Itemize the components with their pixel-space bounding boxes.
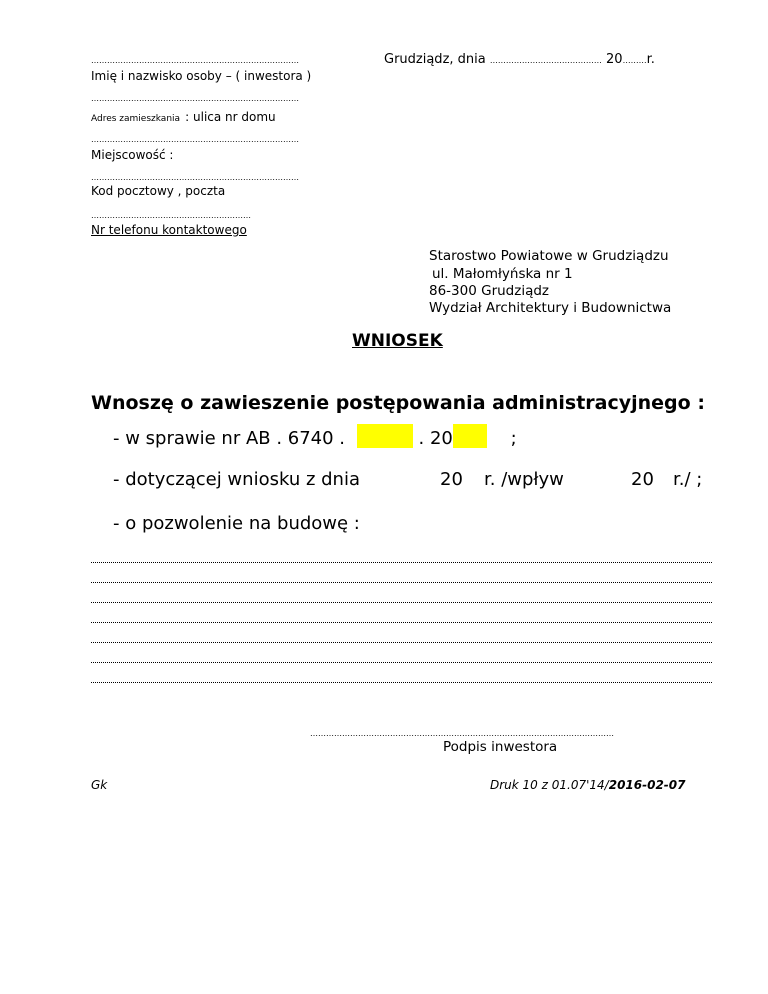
document-title: WNIOSEK [352, 331, 443, 351]
item-case-number [113, 424, 517, 449]
writing-line[interactable] [91, 680, 712, 683]
city-dots: …………………………………………………………………… [91, 135, 299, 144]
recipient-line-1: Starostwo Powiatowe w Grudziądzu [429, 248, 669, 264]
phone-label: Nr telefonu kontaktowego [91, 223, 247, 237]
address-label-rest: : ulica nr domu [185, 110, 276, 124]
writing-line[interactable] [91, 660, 712, 663]
case-year-field[interactable] [453, 424, 487, 448]
place-date [384, 52, 655, 67]
item1-end: ; [510, 428, 517, 449]
date-dots: …………………………………… [489, 56, 602, 65]
address-label-small: Adres zamieszkania [91, 114, 181, 124]
footer-right-prefix: Druk 10 z 01.07'14/ [490, 778, 609, 792]
recipient-line-3: 86-300 Grudziądz [429, 283, 550, 299]
footer-right-date: 2016-02-07 [608, 778, 686, 792]
writing-line[interactable] [91, 600, 712, 603]
year-suffix: r. [646, 52, 655, 67]
recipient-line-2: ul. Małomłyńska nr 1 [432, 266, 573, 282]
writing-line[interactable] [91, 580, 712, 583]
item3: - o pozwolenie na budowę : [113, 513, 360, 534]
writing-line[interactable] [91, 640, 712, 643]
recipient-line-4: Wydział Architektury i Budownictwa [429, 300, 672, 316]
writing-line[interactable] [91, 620, 712, 623]
name-label: Imię i nazwisko osoby – ( inwestora ) [91, 69, 312, 83]
case-number-field[interactable] [357, 424, 413, 448]
signature-dots: …………………………………………………………………………………………………… [310, 729, 614, 738]
address-label [91, 106, 276, 125]
phone-dots: …………………………………………………… [91, 211, 251, 220]
writing-line[interactable] [91, 560, 712, 563]
year-dots: ……… [622, 56, 647, 65]
name-dots: …………………………………………………………………… [91, 56, 299, 65]
item1-prefix: - w sprawie nr AB . 6740 . [113, 428, 346, 449]
footer-right [490, 778, 685, 792]
postal-label: Kod pocztowy , poczta [91, 184, 226, 198]
footer-left: Gk [91, 778, 108, 792]
postal-dots: …………………………………………………………………… [91, 173, 299, 182]
item1-mid: . 20 [418, 428, 453, 449]
place-date-prefix: Grudziądz, dnia [384, 52, 486, 67]
item2-mid: r. /wpływ [484, 469, 564, 490]
request-heading: Wnoszę o zawieszenie postępowania administracyjnego : [91, 392, 705, 414]
address-dots: …………………………………………………………………… [91, 94, 299, 103]
signature-label: Podpis inwestora [443, 739, 558, 755]
item2-year2: 20 [631, 469, 654, 490]
city-label: Miejscowość : [91, 148, 174, 162]
item2-year: 20 [440, 469, 463, 490]
year-prefix: 20 [606, 52, 623, 67]
item2-end: r./ ; [673, 469, 703, 490]
item2-prefix: - dotyczącej wniosku z dnia [113, 469, 360, 490]
